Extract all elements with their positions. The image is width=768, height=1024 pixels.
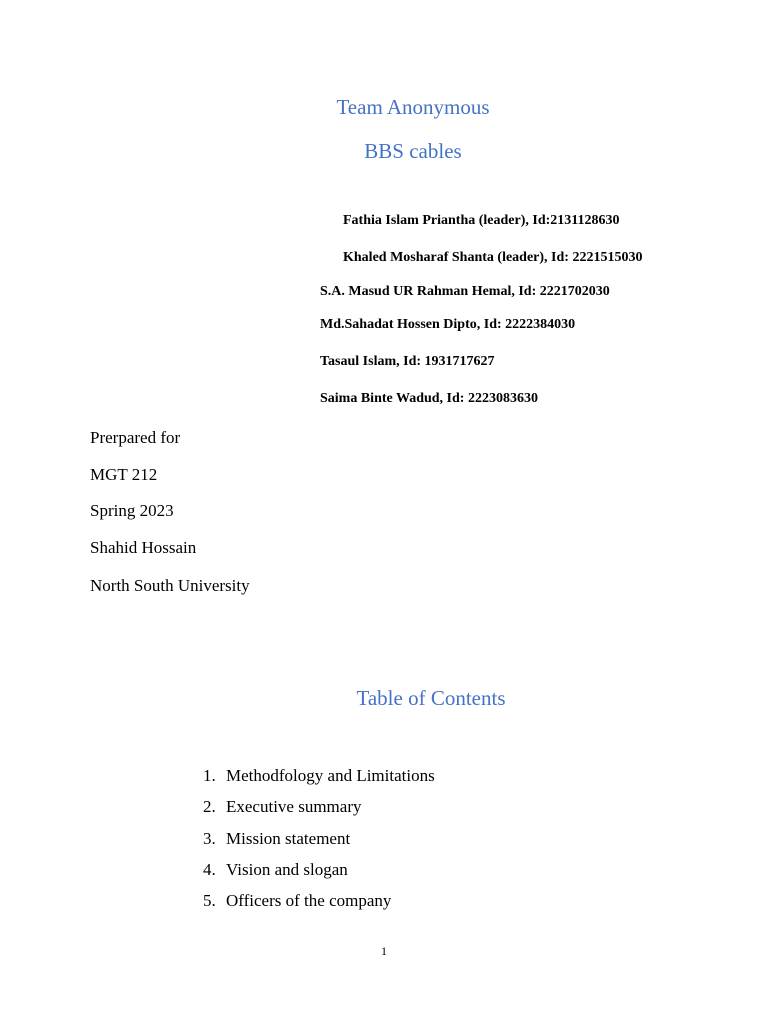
prepared-for-label: Prerpared for	[90, 428, 181, 447]
toc-item	[200, 766, 435, 797]
toc-item	[200, 891, 435, 922]
member-entry: Khaled Mosharaf Shanta (leader), Id: 2221515030	[343, 250, 643, 265]
course-code: MGT 212	[90, 465, 158, 484]
page-number: 1	[381, 944, 387, 958]
company-name-heading: BBS cables	[364, 139, 462, 163]
toc-item-label: Vision and slogan	[226, 859, 348, 879]
toc-item	[200, 829, 435, 860]
toc-item-number: 5.	[203, 891, 216, 911]
toc-item-label: Mission statement	[226, 828, 351, 848]
team-name-heading: Team Anonymous	[336, 95, 490, 119]
instructor-name: Shahid Hossain	[90, 538, 197, 557]
toc-item-number: 2.	[203, 797, 216, 817]
member-entry: Tasaul Islam, Id: 1931717627	[320, 354, 495, 369]
university-name: North South University	[90, 576, 250, 595]
table-of-contents-heading: Table of Contents	[356, 686, 506, 710]
member-entry: Fathia Islam Priantha (leader), Id:2131128630	[343, 213, 620, 228]
member-entry: Saima Binte Wadud, Id: 2223083630	[320, 391, 538, 406]
toc-item-number: 4.	[203, 859, 216, 879]
member-entry: S.A. Masud UR Rahman Hemal, Id: 2221702030	[320, 284, 610, 299]
semester: Spring 2023	[90, 501, 174, 520]
toc-item-number: 3.	[203, 828, 216, 848]
member-entry: Md.Sahadat Hossen Dipto, Id: 2222384030	[320, 317, 576, 332]
toc-item-number: 1.	[203, 766, 216, 785]
table-of-contents-list	[200, 766, 435, 922]
toc-item	[200, 860, 435, 891]
toc-item-label: Officers of the company	[226, 891, 392, 911]
toc-item-label: Executive summary	[226, 797, 362, 817]
toc-item	[200, 797, 435, 828]
toc-item-label: Methodfology and Limitations	[226, 766, 435, 785]
